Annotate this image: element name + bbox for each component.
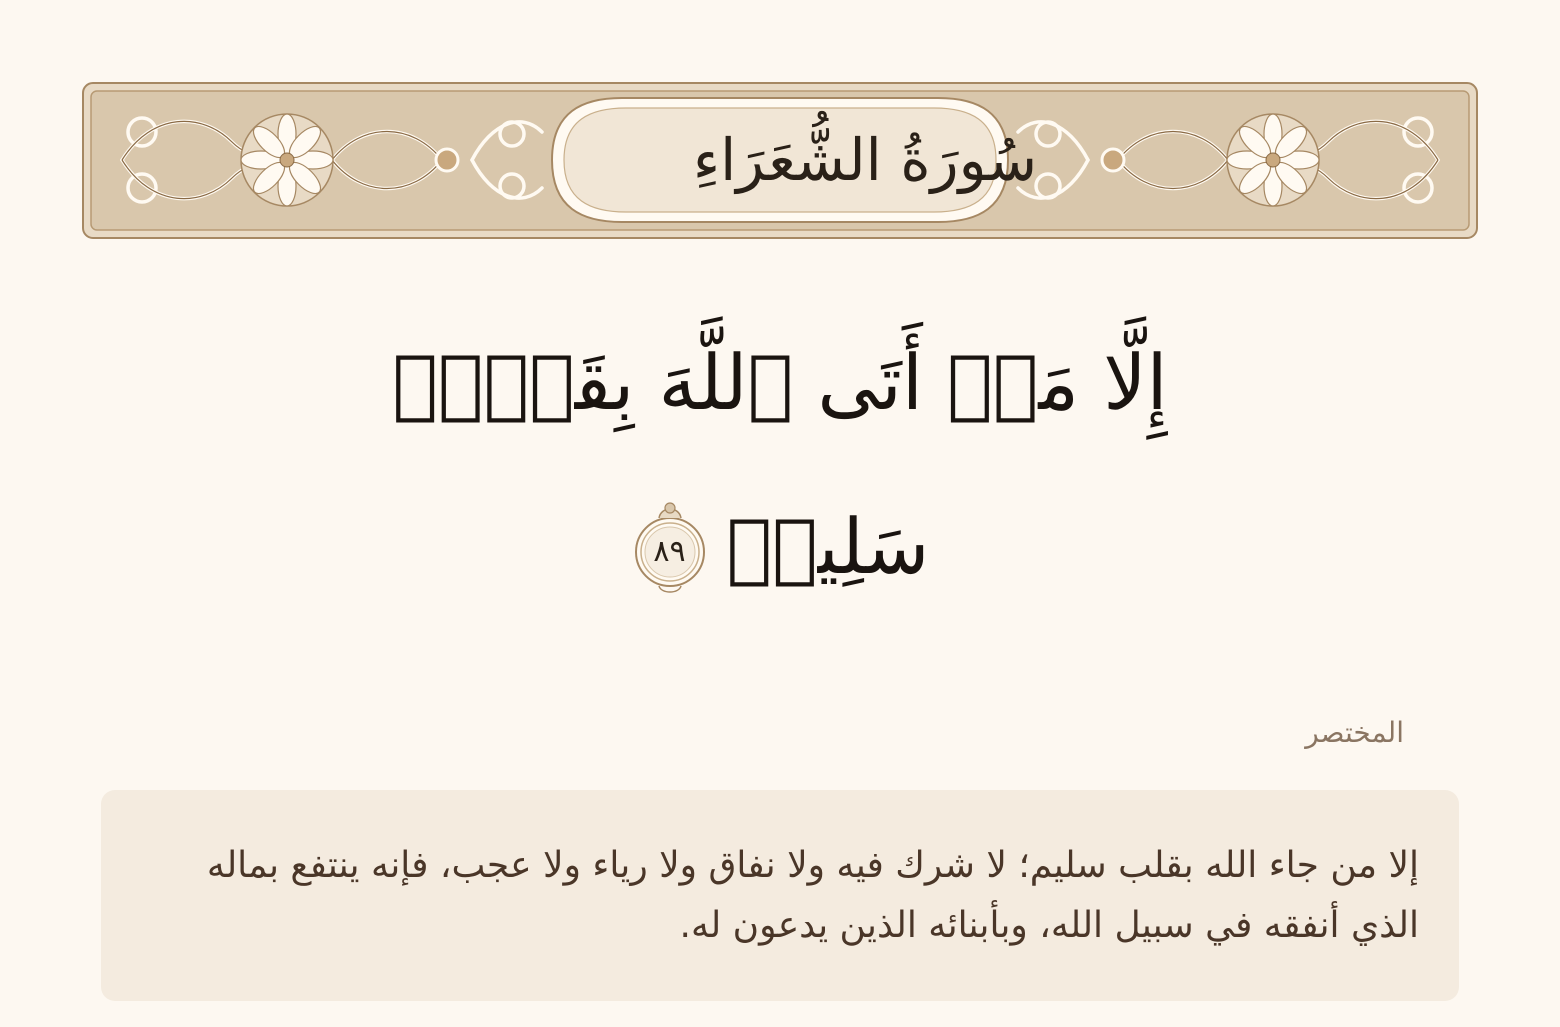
verse-text	[0, 300, 1560, 621]
ayah-number-marker	[631, 496, 709, 596]
left-rosette-icon	[241, 114, 333, 206]
verse-line-2-row	[0, 471, 1560, 621]
surah-name: سُورَةُ الشُّعَرَاءِ	[692, 126, 1038, 194]
verse-line-1: إِلَّا مَنۡ أَتَى ٱللَّهَ بِقَلۡبٖ	[392, 338, 1168, 427]
verse-line-2: سَلِيمٖ	[726, 501, 930, 591]
tafsir-source-label: المختصر	[1305, 716, 1404, 749]
surah-header-banner	[82, 82, 1478, 239]
tafsir-card	[101, 790, 1459, 1001]
tafsir-text: إلا من جاء الله بقلب سليم؛ لا شرك فيه ولا نفاق ولا رياء ولا عجب، فإنه ينتفع بماله الذي أنفقه في سبيل الله، وبأبنائه الذين يدعون له.	[206, 845, 1419, 946]
ayah-number: ٨٩	[653, 534, 686, 569]
